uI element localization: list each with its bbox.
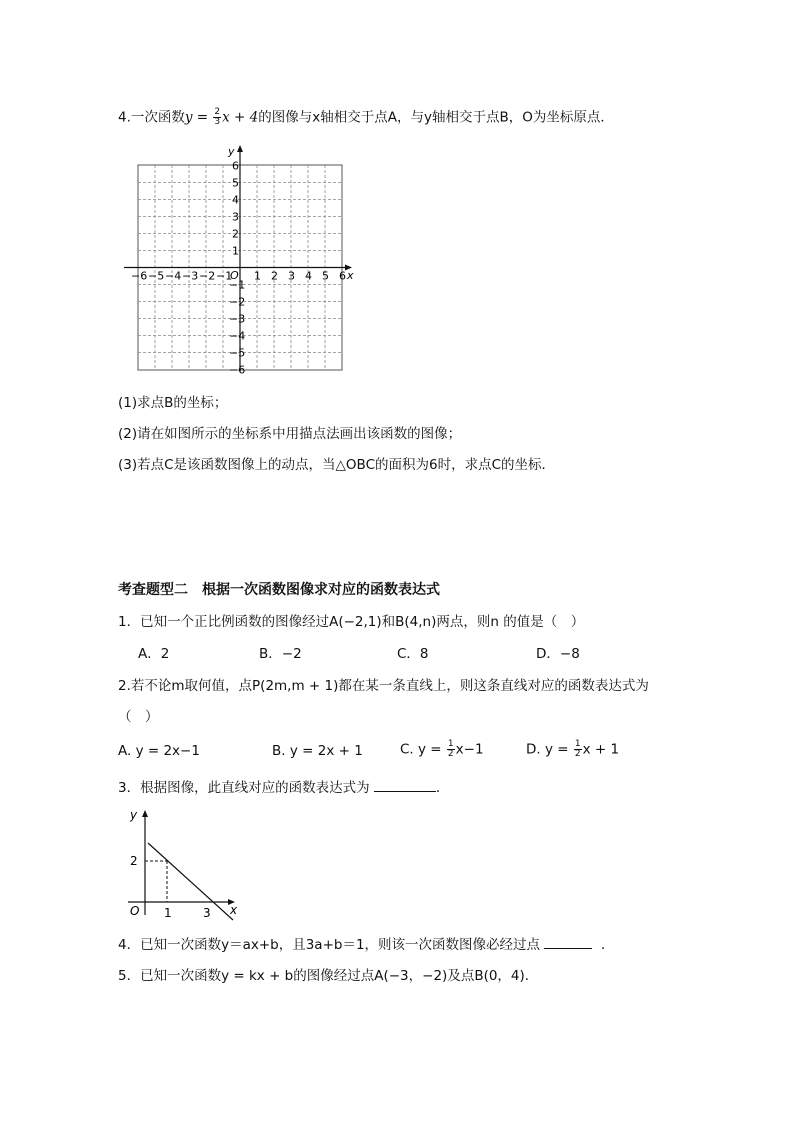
q2-option-b: B. y = 2x + 1 [272,743,363,759]
y-tick-label: −3 [229,312,246,326]
fraction-one-half: $\frac{1}{2}$ [574,739,581,759]
q2-option-a: A. y = 2x−1 [118,743,200,759]
x-axis-label: x [347,269,354,282]
x-tick-label: 1 [254,269,261,283]
sub-question-3: (3)若点C是该函数图像上的动点，当△OBC的面积为6时，求点C的坐标． [118,457,556,473]
y-tick-label: −6 [229,363,246,377]
x-tick-label: −4 [165,269,182,283]
y-tick-label: −4 [229,329,246,343]
y-axis-arrow [237,145,243,152]
y-tick-label: −2 [229,295,246,309]
section-heading: 考查题型二 根据一次函数图像求对应的函数表达式 [118,582,440,598]
x-tick-label: 4 [305,269,312,283]
coordinate-grid [120,143,360,378]
y-axis-label: y [228,145,235,158]
q1-text: 1．已知一个正比例函数的图像经过A(−2,1)和B(4,n)两点，则n 的值是（ ） [118,614,585,630]
sub-question-2: (2)请在如图所示的坐标系中用描点法画出该函数的图像； [118,426,462,442]
q1-option-d: D．−8 [536,646,580,662]
y-tick-label: 2 [232,227,239,241]
y-tick-label: 1 [232,244,239,258]
q2-option-c: C. y = $\frac{1}{2}$ x−1 [400,739,484,759]
x-tick-label: −3 [182,269,199,283]
y-tick-label: −1 [229,278,246,292]
origin-label: O [130,904,140,918]
problem4-intro: 4.一次函数y = $\frac{2}{3}$ x + 4的图像与x轴相交于点A，与y轴相交于点B，O为坐标原点． [118,107,614,127]
q1-option-c: C．8 [397,646,429,662]
y-tick-label: 3 [232,210,239,224]
x-tick-label: 6 [339,269,346,283]
answer-blank[interactable] [544,936,592,949]
origin-label: O [230,269,239,282]
y-tick-2: 2 [130,854,138,868]
x-tick-label: −5 [148,269,165,283]
q4-text: 4．已知一次函数y＝ax+b，且3a+b＝1，则该一次函数图像必经过点 ． [118,937,615,953]
y-axis-arrow [142,810,148,817]
y-tick-label: 4 [232,193,239,207]
q3-text: 3．根据图像，此直线对应的函数表达式为 ． [118,780,450,796]
y-tick-label: 5 [232,176,239,190]
q1-option-b: B．−2 [259,646,302,662]
x-tick-label: −2 [199,269,216,283]
q1-option-a: A．2 [138,646,170,662]
fraction-two-thirds: $\frac{2}{3}$ [214,107,221,127]
q5-text: 5．已知一次函数y = kx + b的图像经过点A(−3，−2)及点B(0，4)． [118,968,539,984]
x-tick-label: −1 [216,269,233,283]
q2-text: 2.若不论m取何值，点P(2m,m + 1)都在某一条直线上，则这条直线对应的函数表达式为 [118,678,649,694]
sub-question-1: (1)求点B的坐标； [118,395,228,411]
q2-paren: （ ） [118,709,159,725]
function-line [148,843,233,920]
x-tick-3: 3 [203,906,211,920]
x-tick-label: 3 [288,269,295,283]
y-axis-label: y [130,808,138,822]
answer-blank[interactable] [374,779,436,792]
x-axis-label: x [230,903,238,917]
y-tick-label: −5 [229,346,246,360]
x-tick-1: 1 [164,906,172,920]
q2-option-d: D. y = $\frac{1}{2}$ x + 1 [526,739,620,759]
x-tick-label: 5 [322,269,329,283]
fraction-one-half: $\frac{1}{2}$ [447,739,454,759]
y-tick-label: 6 [232,159,239,173]
x-tick-label: −6 [131,269,148,283]
x-tick-label: 2 [271,269,278,283]
q3-line-graph [118,803,248,921]
